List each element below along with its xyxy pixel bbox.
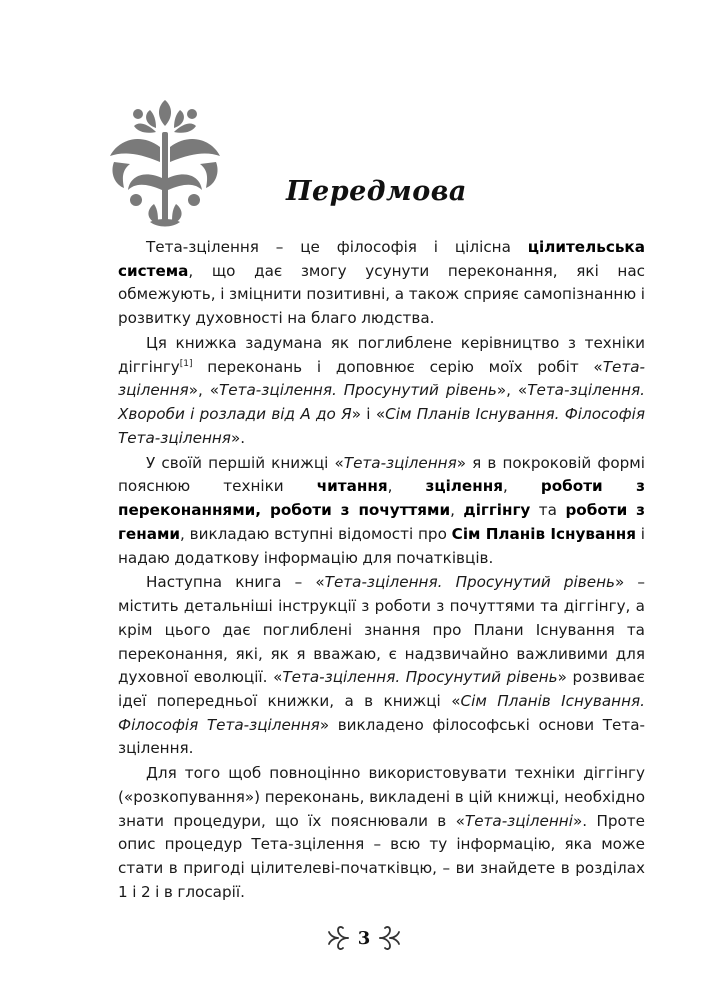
text-run: » – містить детальніші інструкції з роботи з почуттями та діггінгу, а крім цього дає поглиблені знання про Плани Існування та переконання, які, як я вважаю, є надзвичайно важливими для духовної еволюції. « xyxy=(118,573,645,687)
floral-ornament-icon xyxy=(100,92,230,232)
text-run: Тета-зцілення – це філософія і цілісна xyxy=(146,238,528,256)
text-run: , xyxy=(502,477,541,496)
text-run: , що дає змогу усунути переконання, які нас обмежують, і зміцнити позитивні, а також сприяє самопізнанню і розвитку духовності на благо людства. xyxy=(118,261,645,328)
paragraph xyxy=(118,332,645,451)
paragraph xyxy=(118,236,645,331)
text-run: », « xyxy=(496,381,528,400)
text-run: переконань і доповнює серію моїх робіт « xyxy=(192,357,603,376)
bold-text: читання xyxy=(316,477,388,496)
text-run: » я в покроковій формі пояснюю техніки xyxy=(118,453,645,496)
swirl-left-icon xyxy=(326,925,350,951)
footnote-marker[interactable]: [1] xyxy=(179,358,193,369)
italic-title: Сім Планів Існування. Філософія Тета-зцілення xyxy=(118,691,645,734)
text-run: », « xyxy=(188,381,220,400)
text-run: Для того щоб повноцінно використовувати техніки діггінгу («розкопування») переконань, викладені в цій книжці, необхідно знати процедури, що їх пояснювали в « xyxy=(118,764,645,830)
bold-text: роботи з генами xyxy=(118,501,645,543)
paragraph xyxy=(118,762,645,904)
text-run: , викладаю вступні відомості про xyxy=(180,524,452,543)
text-run: ». Проте опис процедур Тета-зцілення – всю ту інформацію, яка може стати в пригоді цілителеві-початківцю, – ви знайдете в розділах 1 і 2 і в глосарії. xyxy=(118,811,645,901)
text-run: та xyxy=(530,501,566,520)
swirl-right-icon xyxy=(378,925,402,951)
text-run: і надаю додаткову інформацію для початківців. xyxy=(118,524,646,567)
italic-title: Тета-зцілення. Просунутий рівень xyxy=(324,573,615,592)
italic-title: Тета-зцілення xyxy=(343,453,457,472)
text-run: У своїй першій книжці « xyxy=(146,453,344,472)
text-run: » і « xyxy=(351,405,386,424)
body-text xyxy=(118,236,645,906)
page-number: 3 xyxy=(357,927,371,949)
paragraph xyxy=(118,571,645,761)
text-run: , xyxy=(450,501,464,520)
italic-title: Тета-зцілення. Просунутий рівень xyxy=(282,668,558,687)
bold-text: цілительська система xyxy=(118,238,645,280)
bold-text: Сім Планів Існування xyxy=(451,524,636,543)
bold-text: роботи з переконаннями, роботи з почуттями xyxy=(118,477,646,520)
italic-title: Тета-зціленні xyxy=(464,811,573,830)
text-run: Наступна книга – « xyxy=(146,573,325,592)
text-run: » викладено філософські основи Тета-зцілення. xyxy=(118,715,645,758)
bold-text: діггінгу xyxy=(463,501,531,520)
text-run: Ця книжка задумана як поглиблене керівництво з техніки діггінгу xyxy=(118,334,645,376)
bold-text: зцілення xyxy=(425,477,503,496)
page-footer xyxy=(0,925,728,951)
text-run: » розвиває ідеї попередньої книжки, а в книжці « xyxy=(118,668,645,710)
paragraph xyxy=(118,452,645,571)
italic-title: Сім Планів Існування. Філософія Тета-зцілення xyxy=(118,405,645,447)
italic-title: Тета-зцілення xyxy=(118,357,645,400)
text-run: ». xyxy=(230,428,246,447)
italic-title: Тета-зцілення. Просунутий рівень xyxy=(219,381,497,400)
text-run: , xyxy=(387,477,426,496)
italic-title: Тета-зцілення. Хвороби і розлади від А до Я xyxy=(118,381,645,424)
page-title: Передмова xyxy=(286,176,467,207)
